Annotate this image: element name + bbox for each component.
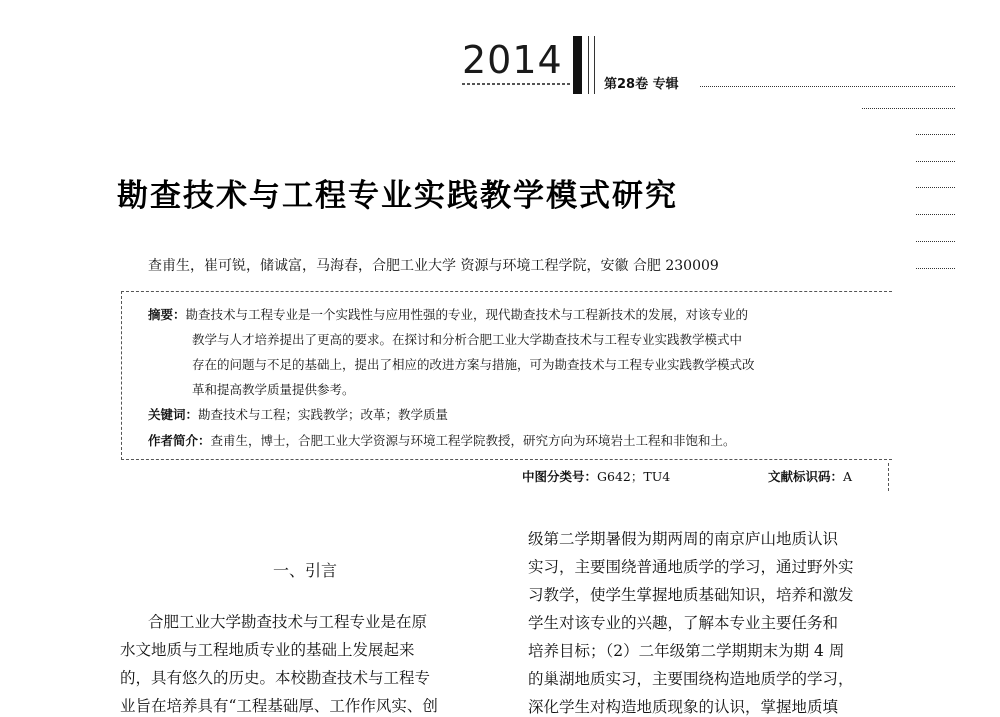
dotted-rule xyxy=(916,187,955,188)
header-bar-thin xyxy=(588,36,589,94)
dotted-rule xyxy=(862,108,955,109)
body-line: 习教学，使学生掌握地质基础知识，培养和激发 xyxy=(528,586,854,604)
dotted-rule xyxy=(916,214,955,215)
body-line: 的，具有悠久的历史。本校勘查技术与工程专 xyxy=(120,669,431,687)
header-dotted-line xyxy=(700,86,955,87)
document-code xyxy=(768,467,852,485)
abstract-label: 摘要： xyxy=(148,307,186,322)
author-bio-label: 作者简介： xyxy=(148,433,211,448)
keywords-label: 关键词： xyxy=(148,407,199,422)
classification xyxy=(522,467,670,485)
header-bar-thin xyxy=(594,36,595,94)
abstract-line: 教学与人才培养提出了更高的要求。在探讨和分析合肥工业大学勘查技术与工程专业实践教学模式中 xyxy=(192,332,743,347)
body-line: 培养目标；（2）二年级第二学期期末为期 4 周 xyxy=(528,642,845,660)
doc-code-value: A xyxy=(843,469,853,484)
abstract-line xyxy=(148,305,748,323)
body-line: 实习，主要围绕普通地质学的学习，通过野外实 xyxy=(528,558,854,576)
dashed-divider xyxy=(888,463,889,491)
section-heading: 一、引言 xyxy=(273,561,338,580)
classification-label: 中图分类号： xyxy=(522,469,598,484)
abstract-line: 革和提高教学质量提供参考。 xyxy=(192,382,355,397)
journal-year: 2014 xyxy=(462,38,563,82)
body-line: 深化学生对构造地质现象的认识，掌握地质填 xyxy=(528,698,839,716)
body-line: 业旨在培养具有“工程基础厚、工作作风实、创 xyxy=(120,697,438,715)
keywords-text: 勘查技术与工程；实践教学；改革；教学质量 xyxy=(198,407,449,422)
author-bio-text: 查甫生，博士，合肥工业大学资源与环境工程学院教授，研究方向为环境岩土工程和非饱和土。 xyxy=(210,433,736,448)
paper-title: 勘查技术与工程专业实践教学模式研究 xyxy=(117,178,678,214)
classification-value: G642；TU4 xyxy=(597,469,671,484)
body-line: 的巢湖地质实习，主要围绕构造地质学的学习， xyxy=(528,670,854,688)
body-line: 学生对该专业的兴趣，了解本专业主要任务和 xyxy=(528,614,839,632)
dotted-rule xyxy=(916,161,955,162)
body-line: 合肥工业大学勘查技术与工程专业是在原 xyxy=(148,613,428,631)
abstract-line: 存在的问题与不足的基础上，提出了相应的改进方案与措施，可为勘查技术与工程专业实践教学模式改 xyxy=(192,357,755,372)
issue-label: 第28卷 专辑 xyxy=(604,77,679,92)
dotted-rule xyxy=(916,241,955,242)
abstract-text: 勘查技术与工程专业是一个实践性与应用性强的专业，现代勘查技术与工程新技术的发展，对该专业的 xyxy=(185,307,749,322)
body-line: 级第二学期暑假为期两周的南京庐山地质认识 xyxy=(528,530,839,548)
author-line: 查甫生，崔可锐，储诚富，马海春，合肥工业大学 资源与环境工程学院，安徽 合肥 230009 xyxy=(148,258,719,274)
year-underline xyxy=(462,83,572,85)
author-bio-line xyxy=(148,431,736,449)
body-line: 水文地质与工程地质专业的基础上发展起来 xyxy=(120,641,415,659)
keywords-line xyxy=(148,405,448,423)
dotted-rule xyxy=(916,268,955,269)
dotted-rule xyxy=(916,134,955,135)
header-bar-thick xyxy=(573,36,582,94)
doc-code-label: 文献标识码： xyxy=(768,469,844,484)
